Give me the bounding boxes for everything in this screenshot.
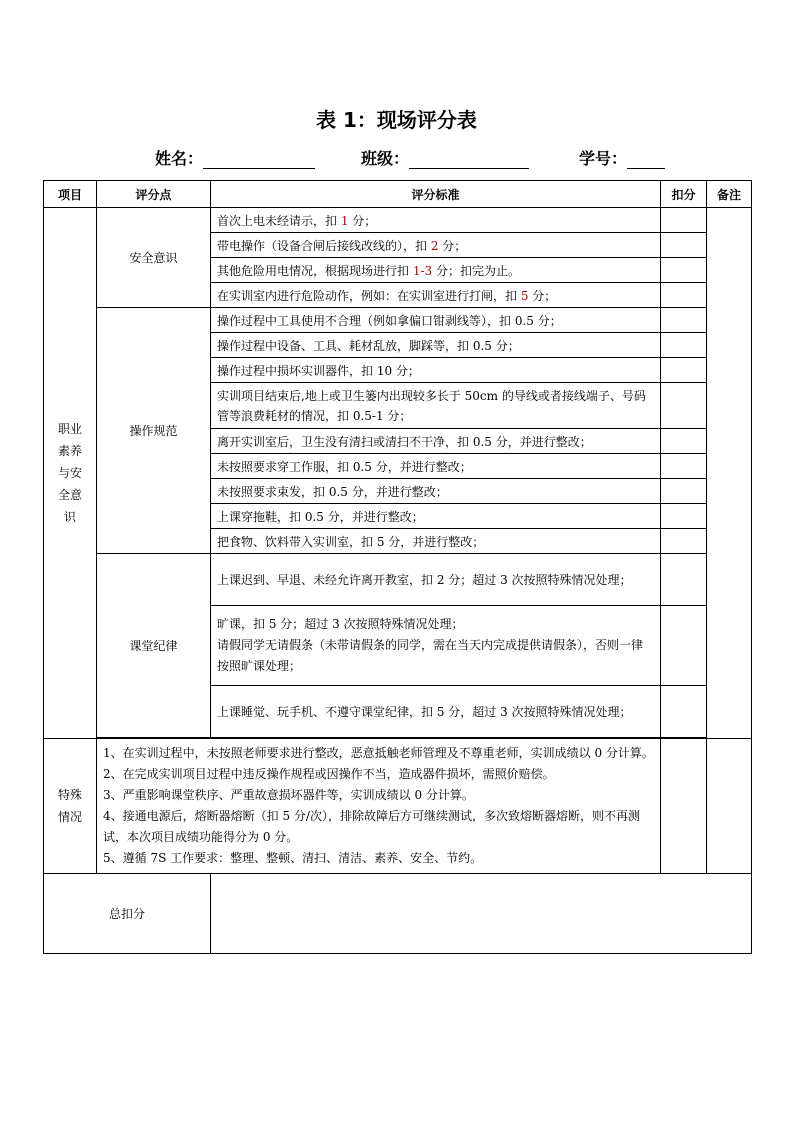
deduct-cell[interactable]	[661, 333, 707, 358]
deduct-cell[interactable]	[661, 208, 707, 233]
criterion: 实训项目结束后,地上或卫生篓内出现较多长于 50cm 的导线或者接线端子、号码管等浪费耗材的情况，扣 0.5-1 分；	[211, 383, 661, 429]
point-operation: 操作规范	[97, 308, 211, 554]
criterion: 首次上电未经请示，扣 1 分；	[211, 208, 661, 233]
point-safety: 安全意识	[97, 208, 211, 308]
criterion: 未按照要求穿工作服，扣 0.5 分，并进行整改；	[211, 454, 661, 479]
criterion: 上课迟到、早退、未经允许离开教室，扣 2 分；超过 3 次按照特殊情况处理；	[211, 554, 661, 606]
class-field[interactable]	[361, 146, 529, 169]
special-rule: 5、遵循 7S 工作要求：整理、整顿、清扫、清洁、素养、安全、节约。	[103, 851, 483, 865]
name-label: 姓名：	[155, 149, 204, 168]
id-field[interactable]	[579, 146, 665, 169]
deduct-cell[interactable]	[661, 739, 707, 874]
header-row	[44, 181, 752, 208]
special-rule: 4、接通电源后，熔断器熔断（扣 5 分/次），排除故障后方可继续测试，多次致熔断器熔断，则不再测试，本次项目成绩功能得分为 0 分。	[103, 809, 640, 844]
criterion: 上课睡觉、玩手机、不遵守课堂纪律，扣 5 分，超过 3 次按照特殊情况处理；	[211, 686, 661, 738]
deduct-cell[interactable]	[661, 686, 707, 738]
header-standard: 评分标准	[211, 181, 661, 208]
special-rules	[97, 739, 661, 874]
deduct-cell[interactable]	[661, 358, 707, 383]
criterion: 在实训室内进行危险动作，例如：在实训室进行打闸，扣 5 分；	[211, 283, 661, 308]
deduct-cell[interactable]	[661, 504, 707, 529]
point-discipline: 课堂纪律	[97, 554, 211, 738]
deduct-cell[interactable]	[661, 479, 707, 504]
score-table	[43, 180, 752, 954]
deduct-cell[interactable]	[661, 429, 707, 454]
deduct-cell[interactable]	[661, 283, 707, 308]
special-rule: 2、在完成实训项目过程中违反操作规程或因操作不当，造成器件损坏，需照价赔偿。	[103, 767, 555, 781]
id-blank[interactable]	[627, 150, 665, 169]
deduct-cell[interactable]	[661, 529, 707, 554]
id-label: 学号：	[579, 149, 628, 168]
header-point: 评分点	[97, 181, 211, 208]
page-title: 表 1：现场评分表	[316, 108, 477, 132]
remark-cell[interactable]	[707, 208, 752, 739]
header-deduct: 扣分	[661, 181, 707, 208]
criterion: 操作过程中损坏实训器件，扣 10 分；	[211, 358, 661, 383]
header-project: 项目	[44, 181, 97, 208]
class-blank[interactable]	[409, 150, 529, 169]
deduct-cell[interactable]	[661, 383, 707, 429]
deduct-cell[interactable]	[661, 308, 707, 333]
class-label: 班级：	[361, 149, 410, 168]
special-rule: 3、严重影响课堂秩序、严重故意损坏器件等，实训成绩以 0 分计算。	[103, 788, 474, 802]
deduct-cell[interactable]	[661, 258, 707, 283]
name-blank[interactable]	[203, 150, 315, 169]
deduct-cell[interactable]	[661, 554, 707, 606]
remark-cell[interactable]	[707, 739, 752, 874]
criterion: 带电操作（设备合闸后接线改线的），扣 2 分；	[211, 233, 661, 258]
table-row	[44, 739, 752, 874]
name-field[interactable]	[155, 146, 315, 169]
table-row	[44, 554, 752, 606]
criterion: 旷课，扣 5 分；超过 3 次按照特殊情况处理； 请假同学无请假条（未带请假条的同学，需在当天内完成提供请假条），否则一律按照旷课处理；	[211, 606, 661, 686]
special-label: 特殊情况	[57, 788, 82, 824]
table-row	[44, 208, 752, 233]
table-row	[44, 308, 752, 333]
project-cell	[44, 208, 97, 739]
criterion: 把食物、饮料带入实训室，扣 5 分，并进行整改；	[211, 529, 661, 554]
criterion: 操作过程中工具使用不合理（例如拿偏口钳剥线等），扣 0.5 分；	[211, 308, 661, 333]
criterion: 操作过程中设备、工具、耗材乱放，脚踩等，扣 0.5 分；	[211, 333, 661, 358]
criterion: 离开实训室后，卫生没有清扫或清扫不干净，扣 0.5 分，并进行整改；	[211, 429, 661, 454]
total-value-cell[interactable]	[211, 874, 752, 954]
special-rule: 1、在实训过程中，未按照老师要求进行整改，恶意抵触老师管理及不尊重老师，实训成绩以 0 分计算。	[103, 746, 654, 760]
deduct-cell[interactable]	[661, 454, 707, 479]
deduct-cell[interactable]	[661, 606, 707, 686]
criterion: 上课穿拖鞋，扣 0.5 分，并进行整改；	[211, 504, 661, 529]
deduct-cell[interactable]	[661, 233, 707, 258]
criterion: 其他危险用电情况，根据现场进行扣 1-3 分；扣完为止。	[211, 258, 661, 283]
total-label: 总扣分	[44, 874, 211, 954]
table-row	[44, 874, 752, 954]
special-label-cell	[44, 739, 97, 874]
project-label: 职业素养与安全意识	[57, 422, 82, 524]
criterion: 未按照要求束发，扣 0.5 分，并进行整改；	[211, 479, 661, 504]
header-remark: 备注	[707, 181, 752, 208]
